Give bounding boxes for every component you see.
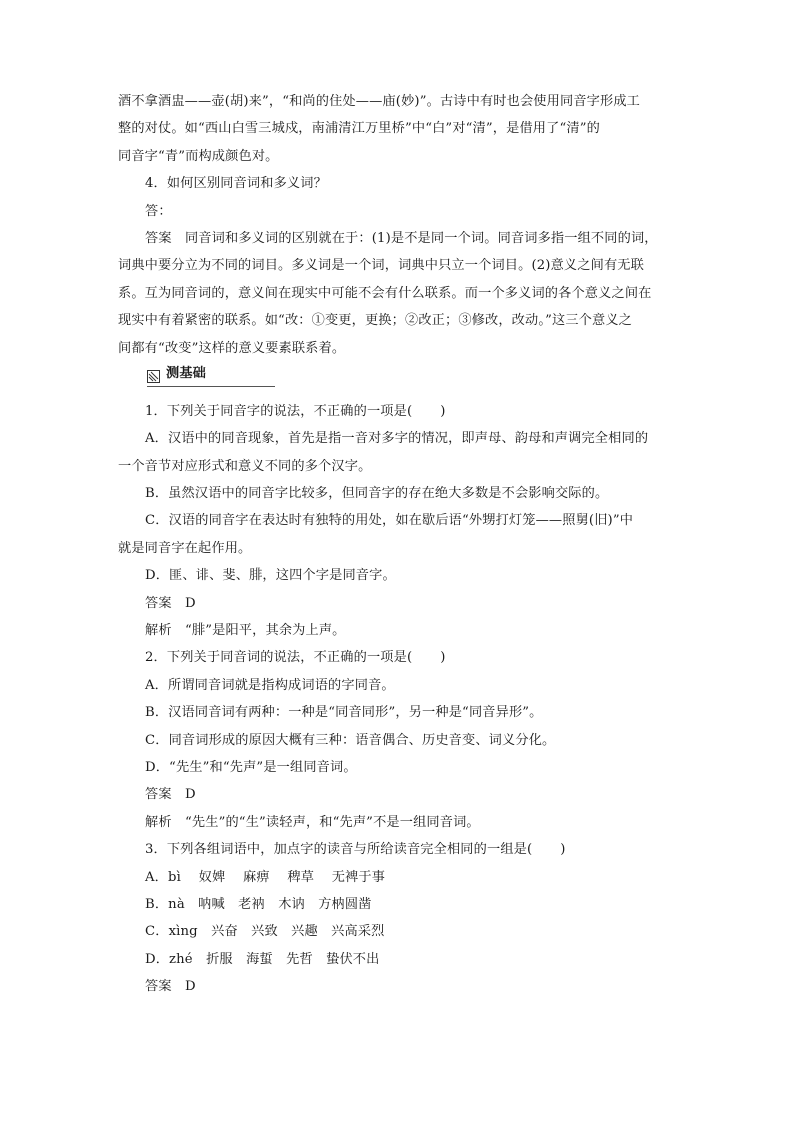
question-2-stem: 2．下列关于同音词的说法，不正确的一项是( ) (145, 650, 446, 666)
q1-option-a-cont: 一个音节对应形式和意义不同的多个汉字。 (118, 458, 372, 474)
q2-option-a: A．所谓同音词就是指构成词语的字同音。 (145, 677, 395, 693)
document-page (118, 88, 678, 1001)
q1-option-b: B．虽然汉语中的同音字比较多，但同音字的存在绝大多数是不会影响交际的。 (145, 486, 609, 502)
q1-option-c-cont: 就是同音字在起作用。 (118, 540, 252, 556)
intro-line: 同音字“青”而构成颜色对。 (118, 148, 279, 164)
q1-option-a: A．汉语中的同音现象，首先是指一音对多字的情况，即声母、韵母和声调完全相同的 (145, 431, 649, 447)
question-3-stem: 3．下列各组词语中，加点字的读音与所给读音完全相同的一组是( ) (145, 842, 566, 858)
q2-option-c: C．同音词形成的原因大概有三种：语音偶合、历史音变、词义分化。 (145, 732, 556, 748)
q3-option-a: A．bì 奴婢 麻痹 稗草 无裨于事 (145, 869, 386, 885)
question-4-title: 4．如何区别同音词和多义词？ (145, 176, 327, 192)
q3-option-b: B．nà 呐喊 老衲 木讷 方枘圆凿 (145, 896, 372, 912)
q1-analysis: 解析 “腓”是阳平，其余为上声。 (145, 623, 346, 639)
q2-analysis: 解析 “先生”的“生”读轻声，和“先声”不是一组同音词。 (145, 814, 480, 830)
q4-answer-line: 间都有“改变”这样的意义要素联系着。 (118, 340, 346, 356)
q4-answer-line: 词典中要分立为不同的词目。多义词是一个词，词典中只立一个词目。(2)意义之间有无联 (118, 258, 644, 274)
intro-line: 酒不拿酒盅——壶(胡)来”，“和尚的住处——庙(妙)”。古诗中有时也会使用同音字形成工 (118, 94, 641, 109)
q1-option-d: D．匪、诽、斐、腓，这四个字是同音字。 (145, 568, 396, 584)
section-marker-icon (147, 370, 160, 383)
q1-option-c: C．汉语的同音字在表达时有独特的用处，如在歇后语“外甥打灯笼——照舅(旧)”中 (145, 513, 634, 529)
q4-answer-line: 答案 同音词和多义词的区别就在于：(1)是不是同一个词。同音词多指一组不同的词， (145, 230, 658, 246)
answer-prompt: 答： (145, 203, 172, 219)
q2-answer: 答案 D (145, 787, 196, 803)
q2-option-b: B．汉语同音词有两种：一种是“同音同形”，另一种是“同音异形”。 (145, 705, 543, 721)
q3-option-d: D．zhé 折服 海蜇 先哲 蛰伏不出 (145, 951, 380, 967)
q3-answer: 答案 D (145, 979, 196, 995)
q2-option-d: D．“先生”和“先声”是一组同音词。 (145, 759, 357, 775)
section-title: 测基础 (166, 365, 207, 381)
section-header (118, 364, 678, 398)
q1-answer: 答案 D (145, 595, 196, 611)
q3-option-c: C．xìng 兴奋 兴致 兴趣 兴高采烈 (145, 924, 385, 940)
intro-line: 整的对仗。如“西山白雪三城戍，南浦清江万里桥”中“白”对“清”，是借用了“清”的 (118, 121, 600, 137)
q4-answer-line: 系。互为同音词的，意义间在现实中可能不会有什么联系。而一个多义词的各个意义之间在 (118, 285, 652, 301)
section-underline (147, 386, 275, 387)
question-1-stem: 1．下列关于同音字的说法，不正确的一项是( ) (145, 403, 446, 419)
q4-answer-line: 现实中有着紧密的联系。如“改：①变更，更换；②改正；③修改，改动。”这三个意义之 (118, 313, 633, 329)
